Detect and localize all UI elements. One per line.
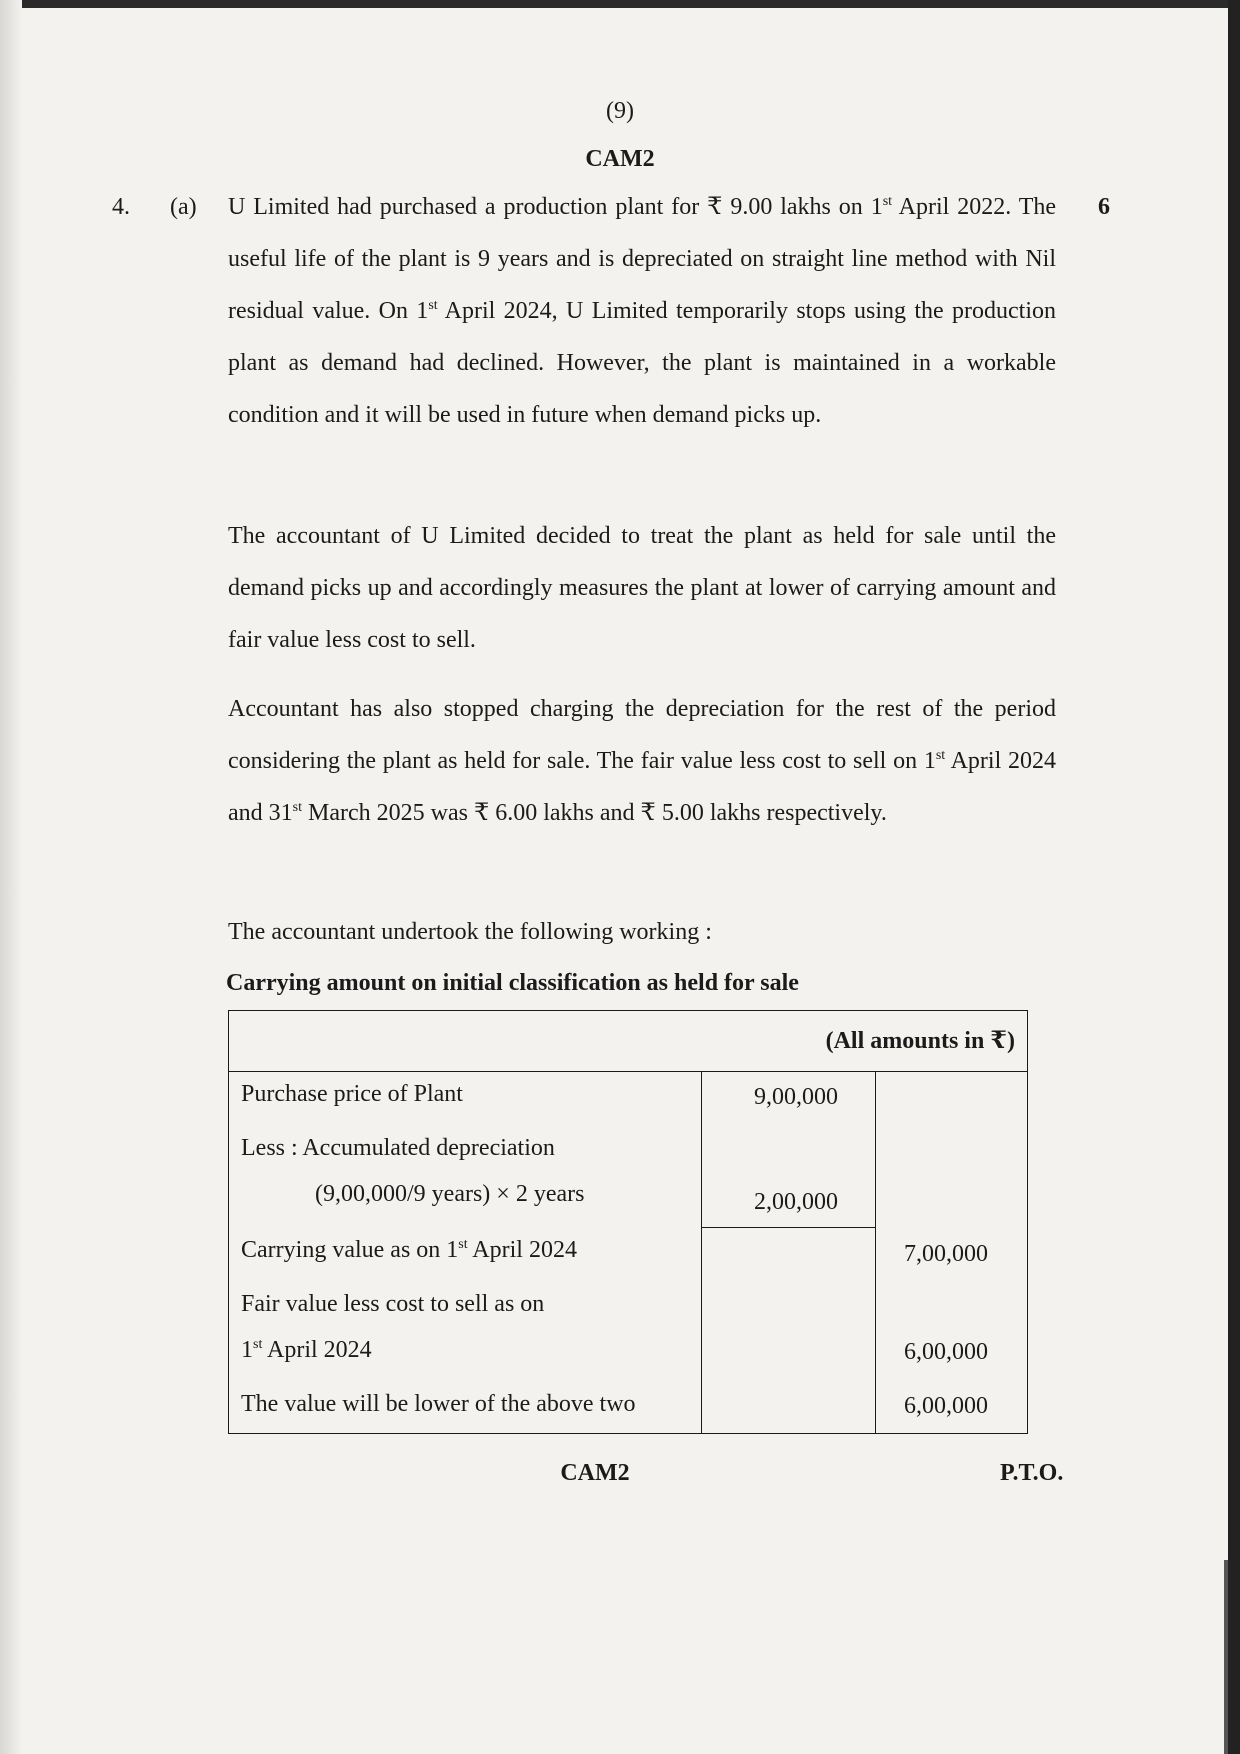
table-column-divider-1 <box>701 1071 702 1433</box>
row-carrying-label: Carrying value as on 1st April 2024 <box>241 1237 577 1263</box>
please-turn-over: P.T.O. <box>1000 1460 1064 1486</box>
table-title: Carrying amount on initial classification as held for sale <box>226 970 799 996</box>
row-lower-value: 6,00,000 <box>904 1393 988 1419</box>
paper-code-header: CAM2 <box>585 146 655 172</box>
row-carrying-value: 7,00,000 <box>904 1241 988 1267</box>
table-subtotal-rule <box>702 1227 875 1228</box>
page-number: (9) <box>606 98 634 124</box>
row-less-value: 2,00,000 <box>754 1189 838 1215</box>
row-purchase-label: Purchase price of Plant <box>241 1081 463 1107</box>
question-part: (a) <box>170 194 197 220</box>
row-fair-value: 6,00,000 <box>904 1339 988 1365</box>
row-fair-label-2: 1st April 2024 <box>241 1337 372 1363</box>
row-purchase-value: 9,00,000 <box>754 1084 838 1110</box>
question-paragraph-1: U Limited had purchased a production plant for ₹ 9.00 lakhs on 1st April 2022. The useful life of the plant is 9 years and is depreciated on straight line method with Nil residual value. On 1st April 2024, U Limited temporarily stops using the production plant as demand had declined. However, the plant is maintained in a workable condition and it will be used in future when demand picks up. <box>228 194 1057 428</box>
scan-border-right <box>1228 0 1240 1754</box>
question-paragraph-2: The accountant of U Limited decided to treat the plant as held for sale until the demand picks up and accordingly measures the plant at lower of carrying amount and fair value less cost to sell. <box>228 523 1056 653</box>
question-paragraph-3: Accountant has also stopped charging the depreciation for the rest of the period considering the plant as held for sale. The fair value less cost to sell on 1st April 2024 and 31st March 2025 was ₹ 6.00 lakhs and ₹ 5.00 lakhs respectively. <box>228 696 1057 826</box>
row-fair-label-1: Fair value less cost to sell as on <box>241 1291 545 1317</box>
scan-border-top <box>0 0 1240 8</box>
scan-border-left <box>0 0 22 1754</box>
paper-code-footer: CAM2 <box>560 1460 630 1486</box>
question-number: 4. <box>112 194 130 220</box>
scan-border-right-shadow <box>1224 1560 1228 1754</box>
table-column-divider-2 <box>875 1071 876 1433</box>
working-table <box>228 1010 1028 1434</box>
question-paragraph-4: The accountant undertook the following working : <box>228 919 712 945</box>
table-header-amounts: (All amounts in ₹) <box>825 1028 1015 1054</box>
row-less-label: Less : Accumulated depreciation <box>241 1135 555 1161</box>
row-less-calc: (9,00,000/9 years) × 2 years <box>315 1181 585 1207</box>
question-marks: 6 <box>1098 194 1110 220</box>
row-lower-label: The value will be lower of the above two <box>241 1391 636 1417</box>
table-header-divider <box>229 1071 1027 1072</box>
